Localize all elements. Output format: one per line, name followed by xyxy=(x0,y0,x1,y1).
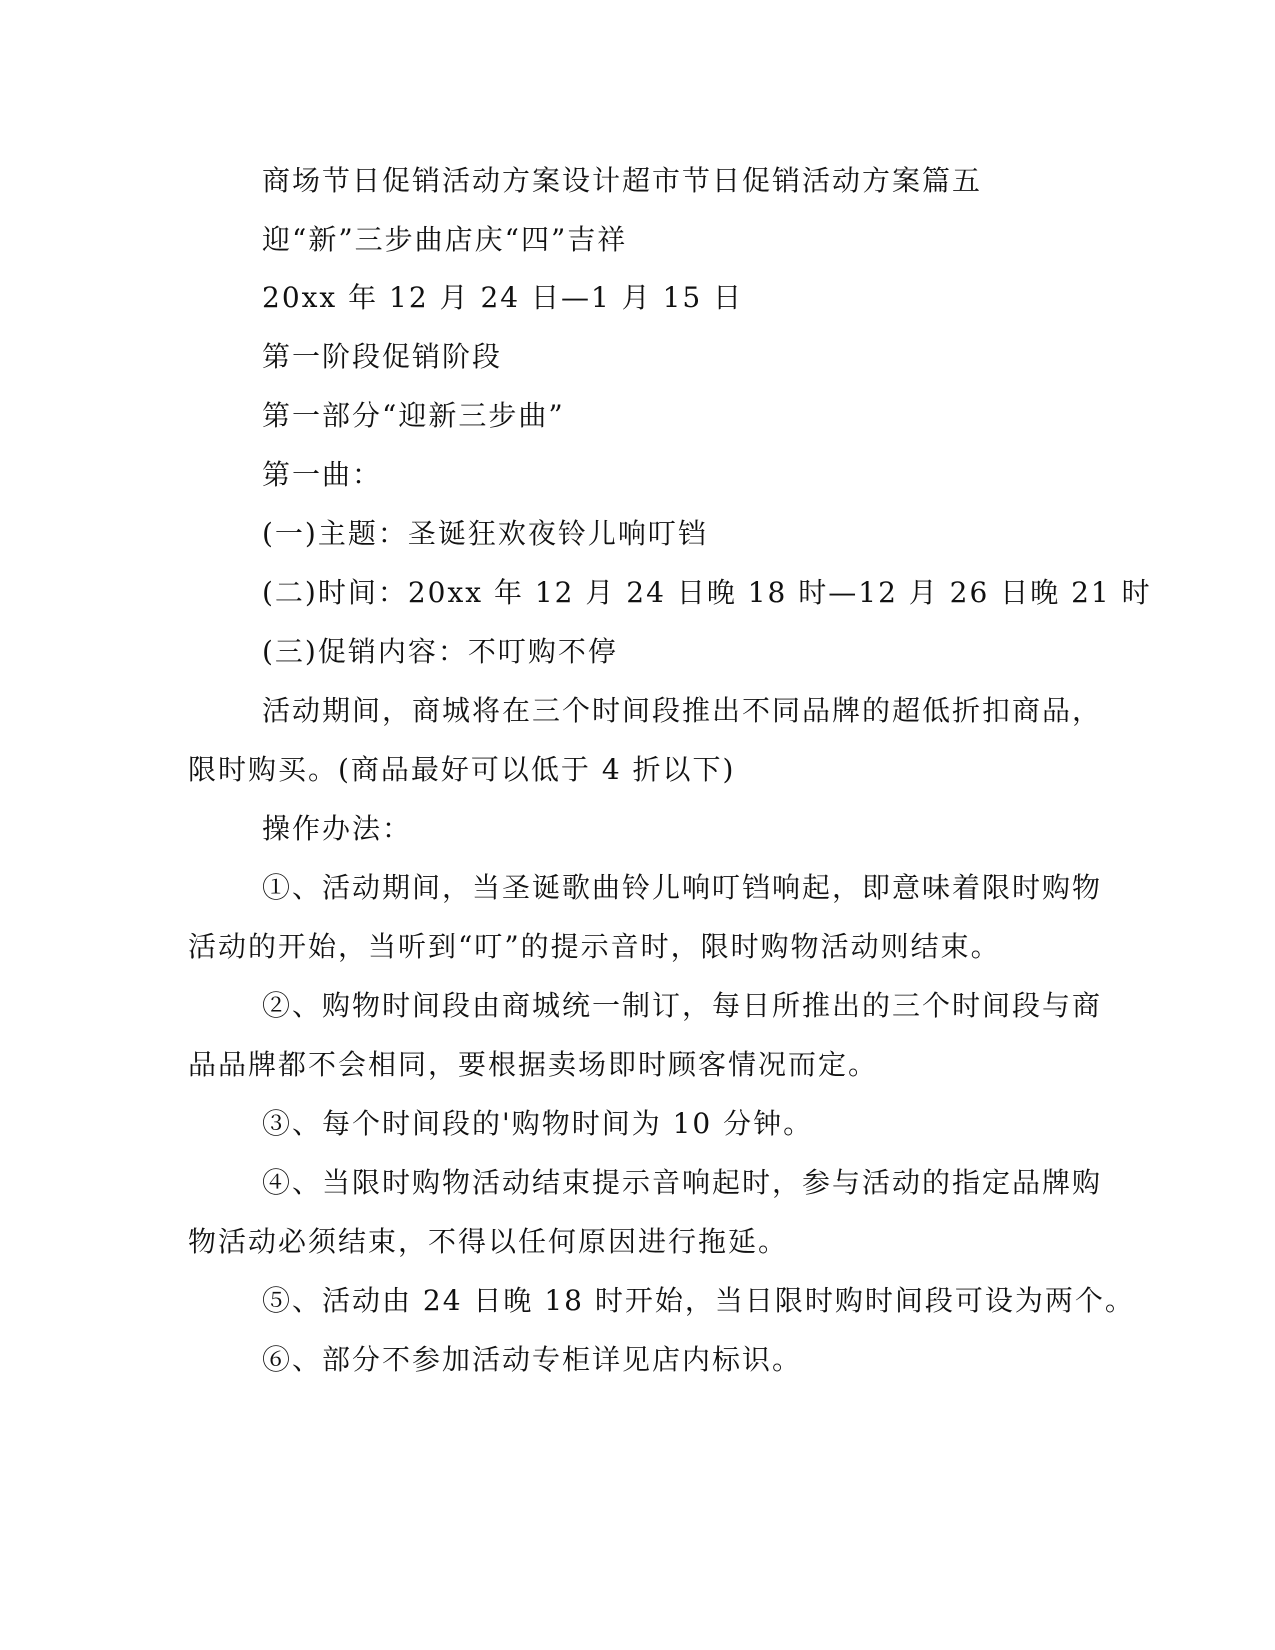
list-item-line: ⑤、活动由 24 日晚 18 时开始，当日限时购时间段可设为两个。 xyxy=(262,1284,1135,1317)
paragraph-line: 活动期间，商城将在三个时间段推出不同品牌的超低折扣商品， xyxy=(262,694,1103,727)
part-heading: 第一部分“迎新三步曲” xyxy=(262,399,565,432)
theme-line: (一)主题：圣诞狂欢夜铃儿响叮铛 xyxy=(262,517,708,550)
list-item-line: ③、每个时间段的'购物时间为 10 分钟。 xyxy=(262,1107,814,1140)
song-heading: 第一曲： xyxy=(262,458,383,491)
list-item-line: ②、购物时间段由商城统一制订，每日所推出的三个时间段与商 xyxy=(262,989,1103,1022)
list-item-line: 品品牌都不会相同，要根据卖场即时顾客情况而定。 xyxy=(188,1048,879,1081)
list-item-line: 活动的开始，当听到“叮”的提示音时，限时购物活动则结束。 xyxy=(188,930,1001,963)
document-title: 商场节日促销活动方案设计超市节日促销活动方案篇五 xyxy=(262,164,983,197)
event-dates: 20xx 年 12 月 24 日—1 月 15 日 xyxy=(262,281,744,314)
list-item-line: ①、活动期间，当圣诞歌曲铃儿响叮铛响起，即意味着限时购物 xyxy=(262,871,1103,904)
time-line: (二)时间：20xx 年 12 月 24 日晚 18 时—12 月 26 日晚 21 时 xyxy=(262,576,1152,609)
event-slogan: 迎“新”三步曲店庆“四”吉祥 xyxy=(262,223,628,256)
list-item-line: ④、当限时购物活动结束提示音响起时，参与活动的指定品牌购 xyxy=(262,1166,1103,1199)
paragraph-line: 限时购买。(商品最好可以低于 4 折以下) xyxy=(188,753,736,786)
section-heading: 第一阶段促销阶段 xyxy=(262,340,503,373)
list-item-line: ⑥、部分不参加活动专柜详见店内标识。 xyxy=(262,1343,803,1376)
list-item-line: 物活动必须结束，不得以任何原因进行拖延。 xyxy=(188,1225,789,1258)
method-heading: 操作办法： xyxy=(262,812,413,845)
promo-content-line: (三)促销内容：不叮购不停 xyxy=(262,635,618,668)
